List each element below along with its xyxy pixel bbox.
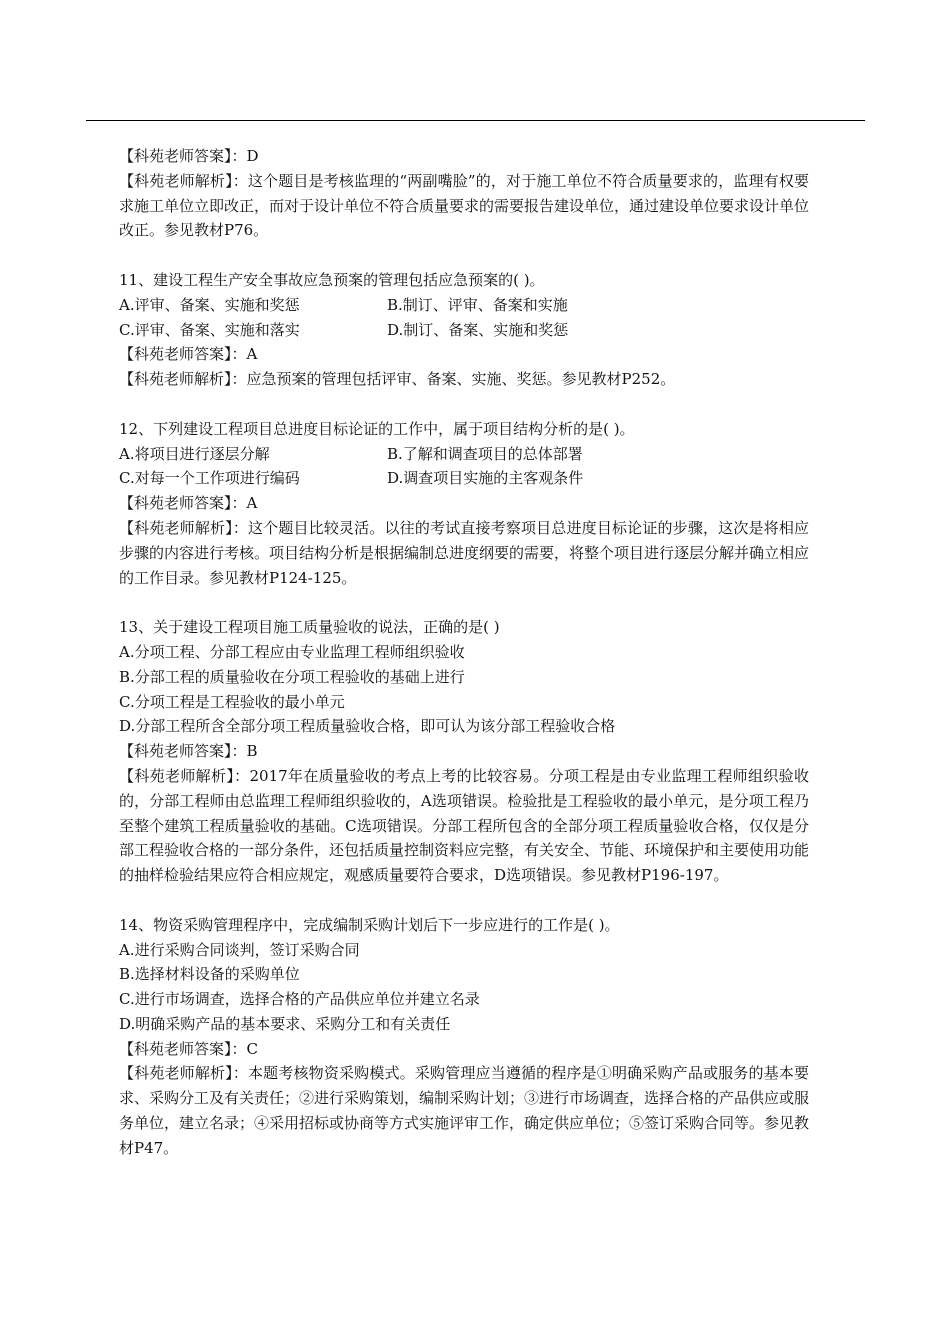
answer-label: 【科苑老师答案】 bbox=[119, 345, 232, 364]
q12-answer bbox=[119, 491, 809, 516]
q12-option-a: A.将项目进行逐层分解 bbox=[119, 444, 270, 463]
q13-answer bbox=[119, 739, 809, 764]
answer-value: ：A bbox=[231, 494, 258, 513]
q11-options-row-1 bbox=[119, 293, 809, 318]
q14-option-c: C.进行市场调查，选择合格的产品供应单位并建立名录 bbox=[119, 990, 480, 1009]
q11-answer bbox=[119, 342, 809, 367]
answer-value: ：A bbox=[231, 345, 258, 364]
spacer bbox=[119, 888, 809, 913]
q11-options-row-2 bbox=[119, 318, 809, 343]
analysis-text: ：这个题目比较灵活。以往的考试直接考察项目总进度目标论证的步骤，这次是将相应步骤的内容进行考核。项目结构分析是根据编制总进度纲要的需要，将整个项目进行逐层分解并确立相应的工作目录。参见教材P124-125。 bbox=[119, 518, 810, 587]
q12-option-c: C.对每一个工作项进行编码 bbox=[119, 469, 300, 488]
analysis-text: ：2017年在质量验收的考点上考的比较容易。分项工程是由专业监理工程师组织验收的，分部工程师由总监理工程师组织验收的，A选项错误。检验批是工程验收的最小单元，是分项工程乃至整个建筑工程质量验收的基础。C选项错误。分部工程所包含的全部分项工程质量验收合格，仅仅是分部工程验收合格的一部分条件，还包括质量控制资料应完整，有关安全、节能、环境保护和主要使用功能的抽样检验结果应符合相应规定，观感质量要符合要求，D选项错误。参见教材P196-197。 bbox=[119, 766, 810, 885]
q13-stem: 13、关于建设工程项目施工质量验收的说法，正确的是( ) bbox=[119, 618, 500, 637]
spacer bbox=[119, 590, 809, 615]
q11-option-a: A.评审、备案、实施和奖惩 bbox=[119, 295, 300, 314]
q10-analysis bbox=[119, 169, 809, 243]
q13-analysis bbox=[119, 764, 809, 888]
document-body bbox=[119, 144, 809, 1161]
q13-option-b: B.分部工程的质量验收在分项工程验收的基础上进行 bbox=[119, 667, 465, 686]
q14-option-b: B.选择材料设备的采购单位 bbox=[119, 965, 300, 984]
analysis-label: 【科苑老师解析】 bbox=[119, 518, 233, 537]
q14-option-d: D.明确采购产品的基本要求、采购分工和有关责任 bbox=[119, 1014, 451, 1033]
q14-analysis bbox=[119, 1061, 809, 1160]
analysis-label: 【科苑老师解析】 bbox=[119, 370, 232, 389]
q11-option-d: D.制订、备案、实施和奖惩 bbox=[387, 320, 569, 339]
q13-option-a: A.分项工程、分部工程应由专业监理工程师组织验收 bbox=[119, 642, 465, 661]
q11-option-c: C.评审、备案、实施和落实 bbox=[119, 320, 300, 339]
answer-label: 【科苑老师答案】 bbox=[119, 494, 232, 513]
answer-label: 【科苑老师答案】 bbox=[119, 742, 232, 761]
q13-option-d: D.分部工程所含全部分项工程质量验收合格，即可认为该分部工程验收合格 bbox=[119, 717, 616, 736]
q11-analysis bbox=[119, 367, 809, 392]
q11-option-b: B.制订、评审、备案和实施 bbox=[387, 295, 568, 314]
q12-option-b: B.了解和调查项目的总体部署 bbox=[387, 444, 583, 463]
header-rule bbox=[86, 120, 865, 121]
answer-label: 【科苑老师答案】 bbox=[119, 1039, 232, 1058]
analysis-text: ：这个题目是考核监理的“两副嘴脸”的，对于施工单位不符合质量要求的，监理有权要求施工单位立即改正，而对于设计单位不符合质量要求的需要报告建设单位，通过建设单位要求设计单位改正。参见教材P76。 bbox=[119, 171, 810, 240]
q12-options-row-2 bbox=[119, 466, 809, 491]
answer-value: ：B bbox=[231, 742, 258, 761]
q14-answer bbox=[119, 1037, 809, 1062]
q14-option-a: A.进行采购合同谈判，签订采购合同 bbox=[119, 940, 360, 959]
analysis-text: ：本题考核物资采购模式。采购管理应当遵循的程序是①明确采购产品或服务的基本要求、采购分工及有关责任；②进行采购策划，编制采购计划；③进行市场调查，选择合格的产品供应或服务单位，建立名录；④采用招标或协商等方式实施评审工作，确定供应单位；⑤签订采购合同等。参见教材P47。 bbox=[119, 1064, 810, 1157]
q10-answer bbox=[119, 144, 809, 169]
q12-stem: 12、下列建设工程项目总进度目标论证的工作中，属于项目结构分析的是( )。 bbox=[119, 419, 635, 438]
q13-option-c: C.分项工程是工程验收的最小单元 bbox=[119, 692, 345, 711]
analysis-label: 【科苑老师解析】 bbox=[119, 766, 235, 785]
answer-value: ：D bbox=[231, 147, 259, 165]
spacer bbox=[119, 392, 809, 417]
spacer bbox=[119, 243, 809, 268]
q14-stem: 14、物资采购管理程序中，完成编制采购计划后下一步应进行的工作是( )。 bbox=[119, 915, 620, 934]
answer-value: ：C bbox=[231, 1039, 258, 1058]
q12-option-d: D.调查项目实施的主客观条件 bbox=[387, 469, 584, 488]
analysis-label: 【科苑老师解析】 bbox=[119, 1064, 233, 1083]
answer-label: 【科苑老师答案】 bbox=[119, 147, 232, 165]
q12-analysis bbox=[119, 516, 809, 590]
analysis-label: 【科苑老师解析】 bbox=[119, 171, 233, 190]
analysis-text: ：应急预案的管理包括评审、备案、实施、奖惩。参见教材P252。 bbox=[231, 370, 676, 389]
q11-stem: 11、建设工程生产安全事故应急预案的管理包括应急预案的( )。 bbox=[119, 270, 545, 289]
q12-options-row-1 bbox=[119, 442, 809, 467]
